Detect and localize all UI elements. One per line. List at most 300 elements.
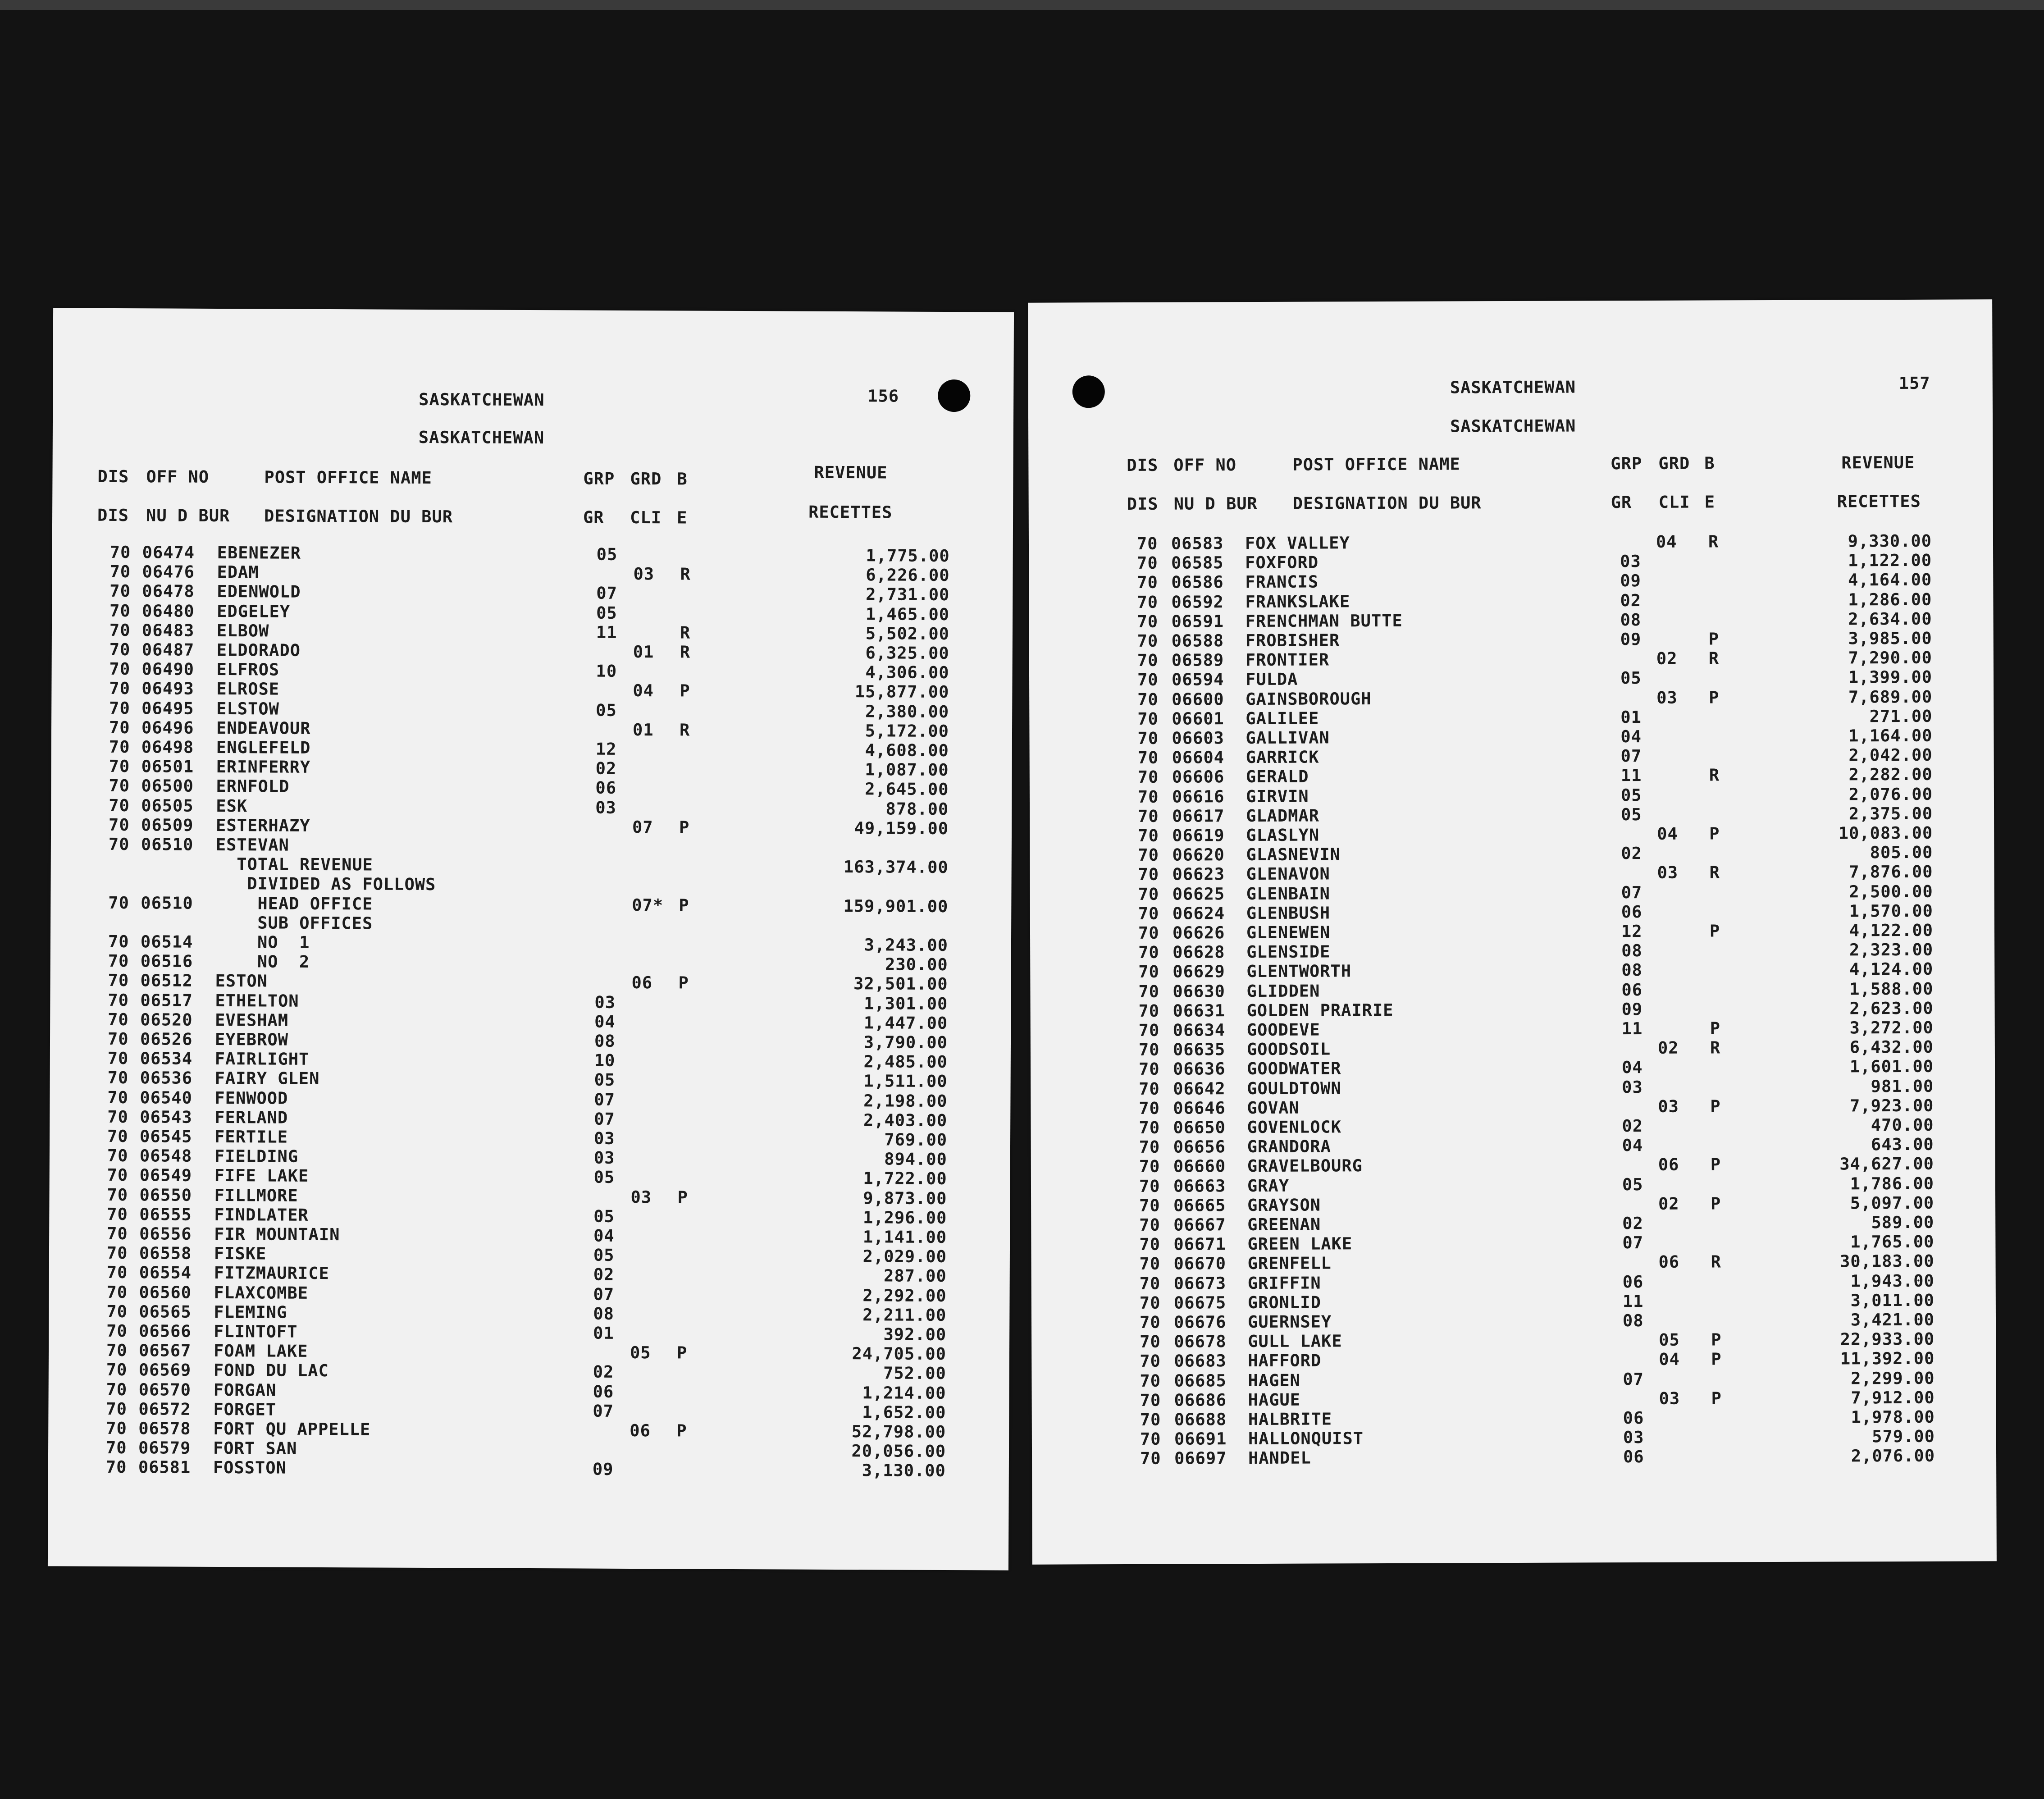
- cell-group: 08: [1621, 941, 1642, 961]
- cell-dis: 70: [1138, 982, 1160, 1001]
- cell-revenue: 2,731.00: [866, 584, 950, 605]
- cell-grade: 03: [1658, 1096, 1679, 1116]
- cell-office-name: FORT SAN: [213, 1438, 297, 1458]
- cell-dis: 70: [109, 698, 130, 718]
- cell-office-number: 06514: [140, 932, 193, 952]
- cell-revenue: 1,775.00: [866, 546, 950, 566]
- cell-office-number: 06583: [1171, 534, 1224, 553]
- cell-group: 02: [1621, 844, 1642, 863]
- cell-office-name: TOTAL REVENUE: [215, 854, 373, 875]
- cell-group: 07: [1620, 746, 1642, 766]
- cell-office-name: GAINSBOROUGH: [1246, 689, 1372, 709]
- cell-dis: 70: [107, 1126, 128, 1146]
- cell-group: 03: [595, 798, 616, 817]
- cell-grade: 07: [632, 817, 653, 837]
- cell-revenue: 271.00: [1869, 706, 1933, 726]
- cell-office-name: HANDEL: [1248, 1448, 1311, 1468]
- cell-dis: 70: [105, 1438, 127, 1458]
- cell-dis: 70: [108, 951, 129, 971]
- cell-office-name: EDENWOLD: [217, 582, 301, 602]
- cell-office-name: ERNFOLD: [216, 776, 290, 797]
- cell-office-name: HAGUE: [1248, 1390, 1301, 1410]
- cell-revenue: 981.00: [1871, 1076, 1934, 1096]
- cell-revenue: 1,786.00: [1850, 1173, 1934, 1193]
- cell-dis: 70: [106, 1399, 128, 1419]
- cell-office-name: ESK: [216, 796, 248, 816]
- cell-office-name: GERALD: [1246, 767, 1309, 787]
- cell-dis: 70: [1138, 806, 1159, 826]
- cell-office-name: ETHELTON: [215, 991, 299, 1011]
- cell-revenue: 52,798.00: [851, 1422, 946, 1442]
- page-number: 157: [1898, 373, 1930, 393]
- cell-office-number: 06510: [141, 835, 194, 854]
- cell-office-name: GOVAN: [1247, 1098, 1300, 1118]
- cell-office-name: FRANCIS: [1245, 572, 1319, 592]
- cell-b: R: [1711, 1252, 1721, 1272]
- cell-group: 05: [596, 603, 617, 623]
- cell-group: 04: [593, 1226, 615, 1246]
- cell-revenue: 230.00: [885, 954, 948, 975]
- cell-dis: 70: [1137, 650, 1159, 671]
- cell-office-name: NO 2: [215, 952, 310, 972]
- cell-revenue: 2,485.00: [863, 1052, 948, 1072]
- col-header-dis-fr: DIS: [1127, 494, 1159, 514]
- cell-office-number: 06536: [140, 1068, 193, 1088]
- cell-revenue: 1,511.00: [863, 1071, 948, 1091]
- cell-office-name: EVESHAM: [215, 1010, 289, 1030]
- cell-revenue: 49,159.00: [854, 818, 949, 838]
- cell-group: 07: [596, 584, 618, 603]
- cell-group: 09: [1621, 999, 1643, 1019]
- cell-revenue: 1,652.00: [862, 1402, 946, 1422]
- col-header-dis-fr: DIS: [97, 505, 129, 525]
- cell-grade: 04: [1656, 532, 1677, 552]
- cell-office-number: 06691: [1174, 1429, 1227, 1449]
- cell-office-name: EDGELEY: [217, 601, 291, 621]
- cell-dis: 70: [108, 990, 129, 1010]
- col-header-dis: DIS: [97, 466, 129, 487]
- cell-office-number: 06663: [1173, 1176, 1226, 1196]
- cell-revenue: 579.00: [1872, 1426, 1935, 1447]
- cell-dis: 70: [106, 1301, 128, 1321]
- cell-group: 05: [596, 700, 617, 720]
- cell-revenue: 589.00: [1871, 1212, 1934, 1233]
- cell-office-number: 06650: [1173, 1118, 1226, 1137]
- cell-office-name: FIR MOUNTAIN: [214, 1224, 340, 1245]
- cell-office-name: FOSSTON: [213, 1458, 287, 1478]
- cell-dis: 70: [107, 1068, 129, 1088]
- cell-dis: 70: [1139, 1274, 1161, 1293]
- cell-dis: 70: [1138, 904, 1159, 923]
- cell-office-number: 06493: [141, 679, 194, 699]
- page-title: SASKATCHEWAN: [419, 389, 545, 410]
- cell-grade: 06: [1658, 1252, 1680, 1272]
- cell-b: R: [1710, 1038, 1721, 1058]
- cell-office-number: 06487: [141, 640, 195, 660]
- cell-office-name: SUB OFFICES: [215, 913, 373, 933]
- cell-office-number: 06516: [140, 951, 193, 971]
- cell-group: 04: [1622, 1136, 1643, 1155]
- cell-office-number: 06588: [1171, 631, 1224, 651]
- cell-office-name: GALILEE: [1246, 708, 1319, 728]
- cell-office-name: DIVIDED AS FOLLOWS: [215, 874, 436, 895]
- cell-office-name: GALLIVAN: [1246, 728, 1330, 748]
- cell-revenue: 1,164.00: [1848, 726, 1933, 746]
- cell-office-name: HALBRITE: [1248, 1409, 1332, 1429]
- cell-office-name: GRANDORA: [1247, 1137, 1331, 1157]
- col-header-grp: GRP: [1611, 453, 1642, 474]
- cell-dis: 70: [106, 1282, 128, 1302]
- cell-office-number: 06594: [1171, 670, 1224, 690]
- cell-group: 05: [1621, 804, 1642, 824]
- cell-revenue: 1,943.00: [1850, 1271, 1934, 1291]
- cell-office-name: ESTEVAN: [215, 835, 289, 855]
- cell-office-number: 06683: [1174, 1351, 1227, 1371]
- cell-office-number: 06483: [141, 621, 195, 640]
- cell-dis: 70: [105, 1457, 127, 1477]
- cell-office-number: 06549: [139, 1165, 192, 1186]
- cell-office-number: 06578: [138, 1419, 191, 1438]
- cell-dis: 70: [108, 931, 129, 952]
- cell-office-name: FISKE: [214, 1244, 267, 1264]
- cell-dis: 70: [1139, 1312, 1161, 1332]
- cell-office-name: GRAY: [1247, 1176, 1290, 1196]
- cell-office-number: 06603: [1172, 728, 1224, 748]
- cell-dis: 70: [1140, 1332, 1161, 1352]
- cell-office-number: 06517: [140, 990, 193, 1010]
- cell-office-number: 06636: [1173, 1059, 1226, 1079]
- cell-revenue: 6,325.00: [865, 643, 949, 663]
- film-edge: [0, 0, 2044, 10]
- cell-group: 06: [1623, 1408, 1644, 1428]
- cell-office-name: FRANKSLAKE: [1245, 591, 1350, 612]
- cell-group: 05: [596, 544, 618, 564]
- cell-group: 09: [592, 1459, 614, 1479]
- cell-office-number: 06545: [139, 1127, 192, 1146]
- cell-revenue: 6,432.00: [1849, 1037, 1934, 1057]
- cell-dis: 70: [107, 1029, 129, 1049]
- page-156: [48, 308, 1014, 1570]
- cell-b: R: [1709, 765, 1720, 785]
- cell-b: P: [1709, 687, 1720, 708]
- cell-office-number: 06512: [140, 971, 193, 991]
- cell-revenue: 3,421.00: [1850, 1310, 1935, 1330]
- cell-office-name: GUERNSEY: [1247, 1312, 1332, 1332]
- cell-revenue: 1,286.00: [1848, 589, 1932, 609]
- cell-office-number: 06478: [142, 581, 195, 602]
- cell-group: 11: [1622, 1291, 1644, 1311]
- cell-revenue: 1,465.00: [865, 604, 950, 624]
- cell-office-number: 06566: [139, 1321, 192, 1341]
- cell-dis: 70: [1139, 1157, 1160, 1177]
- cell-revenue: 159,901.00: [843, 896, 949, 916]
- cell-office-name: NO 1: [215, 932, 310, 952]
- cell-office-number: 06505: [141, 795, 194, 816]
- cell-group: 10: [596, 661, 617, 681]
- cell-dis: 70: [1140, 1449, 1161, 1469]
- cell-group: 09: [1620, 629, 1642, 649]
- cell-revenue: 5,097.00: [1850, 1193, 1934, 1213]
- cell-office-number: 06676: [1173, 1312, 1227, 1332]
- col-header-grd: GRD: [1658, 453, 1690, 473]
- cell-group: 01: [1620, 707, 1642, 727]
- cell-office-number: 06620: [1172, 845, 1225, 865]
- cell-office-number: 06490: [141, 659, 195, 679]
- cell-office-number: 06579: [138, 1438, 191, 1458]
- cell-group: 03: [593, 1148, 615, 1168]
- cell-group: 11: [1620, 766, 1642, 785]
- cell-office-number: 06554: [139, 1263, 192, 1283]
- cell-revenue: 1,296.00: [863, 1208, 947, 1228]
- cell-revenue: 2,645.00: [865, 779, 949, 799]
- cell-dis: 70: [1137, 709, 1159, 729]
- cell-office-name: EYEBROW: [214, 1029, 289, 1050]
- cell-dis: 70: [1137, 748, 1159, 768]
- cell-dis: 70: [1137, 787, 1159, 807]
- cell-office-name: FORGAN: [213, 1380, 277, 1400]
- cell-group: 02: [593, 1362, 614, 1382]
- cell-grade: 02: [1658, 1194, 1679, 1214]
- cell-revenue: 3,790.00: [863, 1032, 948, 1053]
- cell-office-number: 06617: [1172, 806, 1225, 826]
- cell-b: P: [1710, 1155, 1721, 1174]
- cell-office-name: ESTON: [215, 971, 268, 991]
- cell-office-number: 06673: [1173, 1273, 1227, 1293]
- cell-b: P: [679, 895, 689, 915]
- cell-office-name: FITZMAURICE: [214, 1263, 329, 1283]
- cell-grade: 02: [1656, 648, 1678, 669]
- cell-group: 07: [593, 1284, 615, 1304]
- cell-office-number: 06498: [141, 737, 194, 757]
- cell-group: 05: [1620, 785, 1642, 805]
- cell-office-number: 06697: [1174, 1448, 1227, 1469]
- cell-group: 03: [594, 992, 616, 1012]
- cell-office-number: 06604: [1172, 748, 1225, 767]
- cell-office-name: FINDLATER: [214, 1205, 309, 1225]
- cell-office-name: FAIRY GLEN: [214, 1068, 320, 1089]
- cell-revenue: 1,301.00: [864, 993, 948, 1014]
- cell-group: 04: [1621, 1058, 1643, 1078]
- cell-group: 07: [1623, 1369, 1644, 1389]
- cell-grade: 06: [1658, 1155, 1679, 1175]
- cell-group: 07: [594, 1090, 616, 1110]
- cell-office-name: GRIFFIN: [1247, 1273, 1321, 1293]
- cell-grade: 02: [1657, 1038, 1679, 1058]
- cell-office-name: ESTERHAZY: [216, 815, 310, 836]
- cell-group: 09: [1620, 571, 1641, 591]
- cell-revenue: 6,226.00: [866, 565, 950, 585]
- cell-dis: 70: [106, 1418, 127, 1438]
- cell-office-number: 06630: [1173, 981, 1225, 1001]
- cell-dis: 70: [1140, 1429, 1161, 1449]
- cell-dis: 70: [109, 776, 130, 796]
- cell-revenue: 287.00: [883, 1266, 947, 1286]
- cell-office-number: 06550: [139, 1185, 192, 1205]
- cell-office-name: FENWOOD: [214, 1088, 288, 1108]
- cell-office-number: 06665: [1173, 1196, 1226, 1215]
- col-header-grd: GRD: [630, 469, 662, 489]
- col-header-gr: GR: [583, 507, 604, 527]
- cell-office-name: EBENEZER: [217, 543, 301, 563]
- cell-dis: 70: [1139, 1254, 1161, 1274]
- cell-group: 05: [594, 1070, 616, 1090]
- cell-group: 03: [1620, 552, 1641, 571]
- cell-office-name: HAGEN: [1248, 1370, 1300, 1390]
- cell-office-name: GOLDEN PRAIRIE: [1246, 1000, 1394, 1020]
- cell-revenue: 2,380.00: [865, 701, 949, 721]
- cell-dis: 70: [106, 1360, 128, 1380]
- cell-revenue: 3,985.00: [1848, 628, 1932, 648]
- cell-dis: 70: [110, 542, 131, 562]
- cell-b: P: [1709, 921, 1720, 941]
- cell-group: 07: [1622, 1233, 1644, 1253]
- cell-b: P: [1710, 1018, 1721, 1038]
- cell-revenue: 10,083.00: [1838, 823, 1933, 843]
- cell-dis: 70: [1137, 553, 1158, 573]
- cell-b: P: [1709, 824, 1720, 844]
- cell-office-number: 06585: [1171, 553, 1224, 573]
- cell-group: 04: [1620, 726, 1642, 747]
- cell-revenue: 7,290.00: [1848, 648, 1932, 668]
- cell-office-number: 06635: [1173, 1040, 1226, 1059]
- cell-group: 03: [593, 1128, 615, 1148]
- cell-office-name: HALLONQUIST: [1248, 1429, 1364, 1449]
- cell-office-number: 06628: [1173, 942, 1225, 962]
- cell-office-number: 06625: [1172, 884, 1225, 904]
- cell-office-number: 06686: [1174, 1390, 1227, 1410]
- cell-group: 02: [593, 1265, 615, 1285]
- cell-revenue: 2,299.00: [1851, 1368, 1935, 1388]
- cell-group: 05: [1622, 1174, 1643, 1194]
- col-header-revenue: REVENUE: [1841, 452, 1915, 473]
- cell-b: R: [1708, 648, 1720, 668]
- cell-office-name: GREENAN: [1247, 1215, 1321, 1235]
- col-header-off-no: OFF NO: [1173, 455, 1237, 475]
- cell-office-number: 06619: [1172, 826, 1225, 845]
- cell-grade: 05: [630, 1343, 651, 1363]
- cell-dis: 70: [109, 815, 130, 835]
- cell-office-name: FLAXCOMBE: [214, 1283, 309, 1303]
- cell-office-number: 06678: [1174, 1332, 1227, 1352]
- cell-dis: 70: [107, 1165, 128, 1185]
- cell-b: P: [1711, 1330, 1722, 1350]
- cell-b: P: [677, 1187, 688, 1207]
- cell-dis: 70: [107, 1107, 128, 1127]
- col-header-name: POST OFFICE NAME: [1292, 454, 1460, 475]
- cell-revenue: 22,933.00: [1840, 1329, 1935, 1349]
- cell-office-number: 06570: [138, 1379, 192, 1400]
- cell-dis: 70: [1139, 1176, 1160, 1196]
- cell-office-name: GOODEVE: [1246, 1020, 1320, 1040]
- cell-office-name: GLENEWEN: [1246, 922, 1331, 943]
- cell-revenue: 878.00: [885, 799, 949, 819]
- cell-office-name: ELSTOW: [216, 699, 279, 719]
- cell-revenue: 4,122.00: [1849, 920, 1934, 941]
- cell-group: 01: [593, 1323, 614, 1343]
- col-header-dis: DIS: [1127, 455, 1159, 475]
- cell-dis: 70: [1140, 1410, 1161, 1429]
- col-header-recettes: RECETTES: [1837, 491, 1921, 511]
- cell-office-number: 06581: [138, 1457, 191, 1478]
- cell-group: 05: [593, 1168, 615, 1187]
- cell-b: P: [1711, 1349, 1722, 1369]
- cell-revenue: 1,214.00: [862, 1383, 946, 1403]
- cell-office-name: GLENBUSH: [1246, 903, 1331, 923]
- cell-group: 08: [593, 1304, 615, 1324]
- cell-office-number: 06476: [142, 562, 195, 582]
- revenue-table: [48, 308, 1014, 1570]
- cell-office-number: 06480: [142, 601, 195, 621]
- cell-grade: 04: [1659, 1350, 1680, 1370]
- cell-dis: 70: [107, 1146, 128, 1166]
- cell-grade: 04: [633, 681, 654, 701]
- cell-grade: 01: [632, 720, 654, 740]
- cell-dis: 70: [106, 1321, 128, 1341]
- cell-revenue: 1,141.00: [862, 1227, 947, 1247]
- cell-dis: 70: [1137, 592, 1159, 612]
- cell-b: R: [680, 642, 691, 662]
- cell-revenue: 4,306.00: [865, 662, 949, 683]
- cell-revenue: 392.00: [883, 1324, 947, 1345]
- col-header-designation: DESIGNATION DU BUR: [1292, 493, 1482, 513]
- cell-b: P: [680, 681, 690, 701]
- cell-office-number: 06688: [1174, 1410, 1227, 1429]
- cell-office-name: GLENTWORTH: [1246, 961, 1352, 982]
- col-header-cli: CLI: [1658, 492, 1690, 512]
- cell-grade: 04: [1657, 824, 1678, 844]
- cell-revenue: 20,056.00: [851, 1441, 946, 1461]
- cell-office-name: GIRVIN: [1246, 786, 1309, 806]
- cell-dis: 70: [109, 679, 131, 699]
- cell-office-number: 06631: [1173, 1001, 1226, 1021]
- cell-office-name: FULDA: [1245, 670, 1298, 689]
- cell-revenue: 2,042.00: [1848, 745, 1933, 765]
- cell-dis: 70: [1137, 670, 1159, 690]
- cell-office-name: GOVENLOCK: [1247, 1117, 1342, 1137]
- table-row: [48, 1457, 1009, 1481]
- cell-office-name: GREEN LAKE: [1247, 1234, 1353, 1254]
- cell-dis: 70: [1137, 728, 1159, 748]
- cell-dis: 70: [1138, 1040, 1160, 1060]
- cell-revenue: 7,923.00: [1850, 1096, 1934, 1116]
- cell-office-name: GRAYSON: [1247, 1195, 1321, 1215]
- cell-office-number: 06592: [1171, 592, 1224, 612]
- cell-dis: 70: [1137, 689, 1159, 709]
- cell-office-number: 06606: [1172, 767, 1225, 787]
- cell-office-name: FIFE LAKE: [214, 1166, 309, 1186]
- cell-office-name: FIELDING: [214, 1146, 299, 1166]
- col-header-cli: CLI: [630, 507, 662, 528]
- cell-office-name: FLEMING: [214, 1302, 287, 1322]
- cell-revenue: 9,330.00: [1848, 531, 1932, 551]
- cell-dis: 70: [1138, 845, 1159, 865]
- cell-group: 06: [595, 778, 617, 798]
- cell-office-number: 06685: [1174, 1370, 1227, 1391]
- cell-group: 08: [1621, 960, 1642, 980]
- cell-group: 06: [593, 1382, 614, 1402]
- cell-dis: 70: [1139, 1215, 1160, 1235]
- cell-office-name: GOODWATER: [1246, 1059, 1341, 1079]
- col-header-designation: DESIGNATION DU BUR: [264, 506, 453, 527]
- cell-b: R: [679, 720, 690, 740]
- page-subtitle: SASKATCHEWAN: [418, 427, 545, 448]
- cell-revenue: 2,282.00: [1848, 765, 1933, 785]
- cell-group: 02: [1622, 1213, 1643, 1233]
- cell-dis: 70: [1138, 962, 1159, 982]
- cell-office-number: 06510: [141, 893, 193, 913]
- cell-b: R: [1708, 532, 1719, 552]
- cell-revenue: 30,183.00: [1839, 1251, 1934, 1271]
